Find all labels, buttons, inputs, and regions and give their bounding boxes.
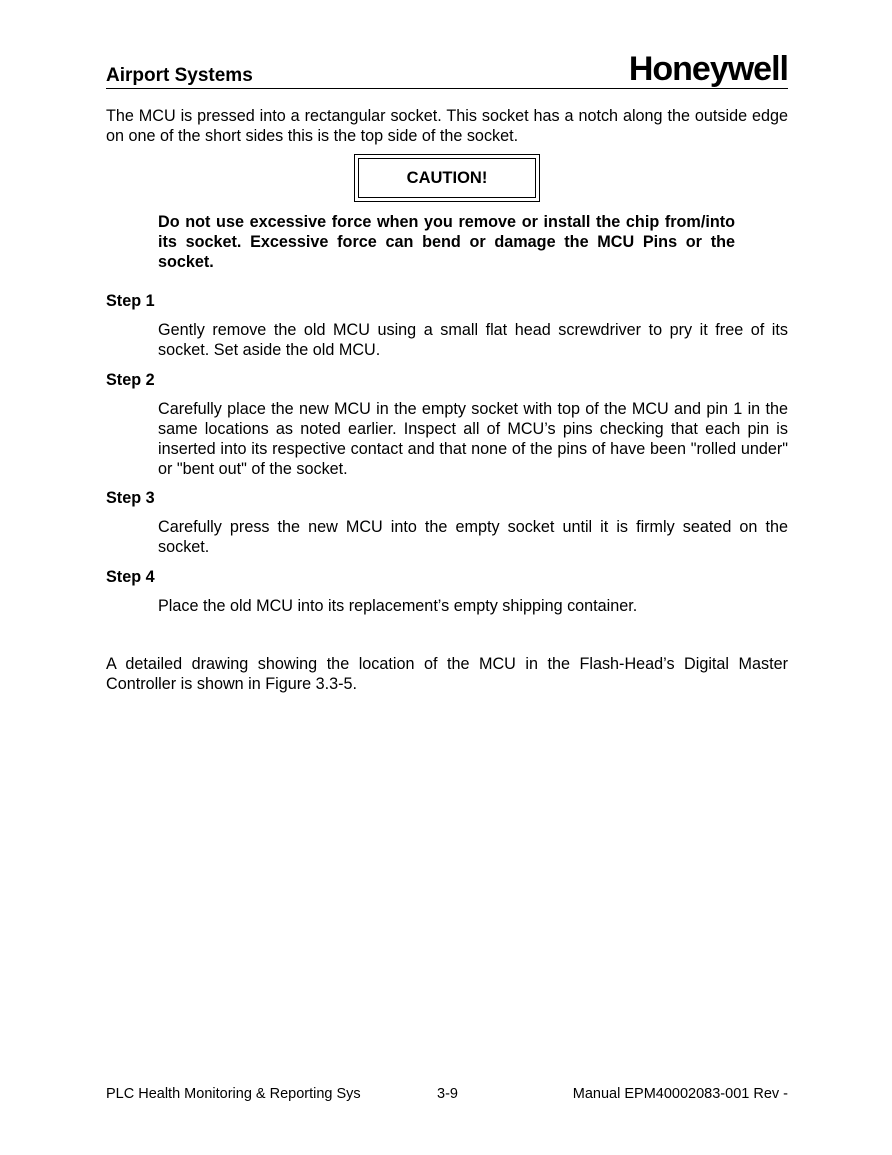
section-title: Airport Systems [106, 65, 253, 86]
intro-paragraph: The MCU is pressed into a rectangular socket. This socket has a notch along the outside edge on one of the short sides this is the top side of the socket. [106, 107, 788, 145]
page-footer [106, 1086, 788, 1106]
step-2-text: Carefully place the new MCU in the empty socket with top of the MCU and pin 1 in the same locations as noted earlier. Inspect all of MCU’s pins checking that each pin is inserted into its respective contact and that none of the pins of have been "rolled under" or "bent out" of the socket. [158, 400, 788, 478]
footer-page-number: 3-9 [437, 1086, 458, 1102]
footer-document-title: PLC Health Monitoring & Reporting Sys [106, 1086, 361, 1102]
caution-box [354, 154, 540, 202]
step-3-label: Step 3 [106, 489, 155, 507]
step-2-label: Step 2 [106, 371, 155, 389]
step-4-label: Step 4 [106, 568, 155, 586]
closing-paragraph: A detailed drawing showing the location of the MCU in the Flash-Head’s Digital Master Controller is shown in Figure 3.3-5. [106, 655, 788, 693]
step-1-text: Gently remove the old MCU using a small flat head screwdriver to pry it free of its socket. Set aside the old MCU. [158, 321, 788, 359]
footer-manual-number: Manual EPM40002083-001 Rev - [572, 1086, 788, 1102]
page-header [106, 50, 788, 89]
honeywell-logo: Honeywell [628, 50, 788, 88]
caution-label: CAUTION! [358, 158, 536, 198]
step-3-text: Carefully press the new MCU into the empty socket until it is firmly seated on the socket. [158, 518, 788, 556]
document-page [106, 0, 788, 1155]
caution-text: Do not use excessive force when you remove or install the chip from/into its socket. Excessive force can bend or damage the MCU Pins or the socket. [158, 213, 735, 271]
step-4-text: Place the old MCU into its replacement’s empty shipping container. [158, 597, 638, 615]
step-1-label: Step 1 [106, 292, 155, 310]
